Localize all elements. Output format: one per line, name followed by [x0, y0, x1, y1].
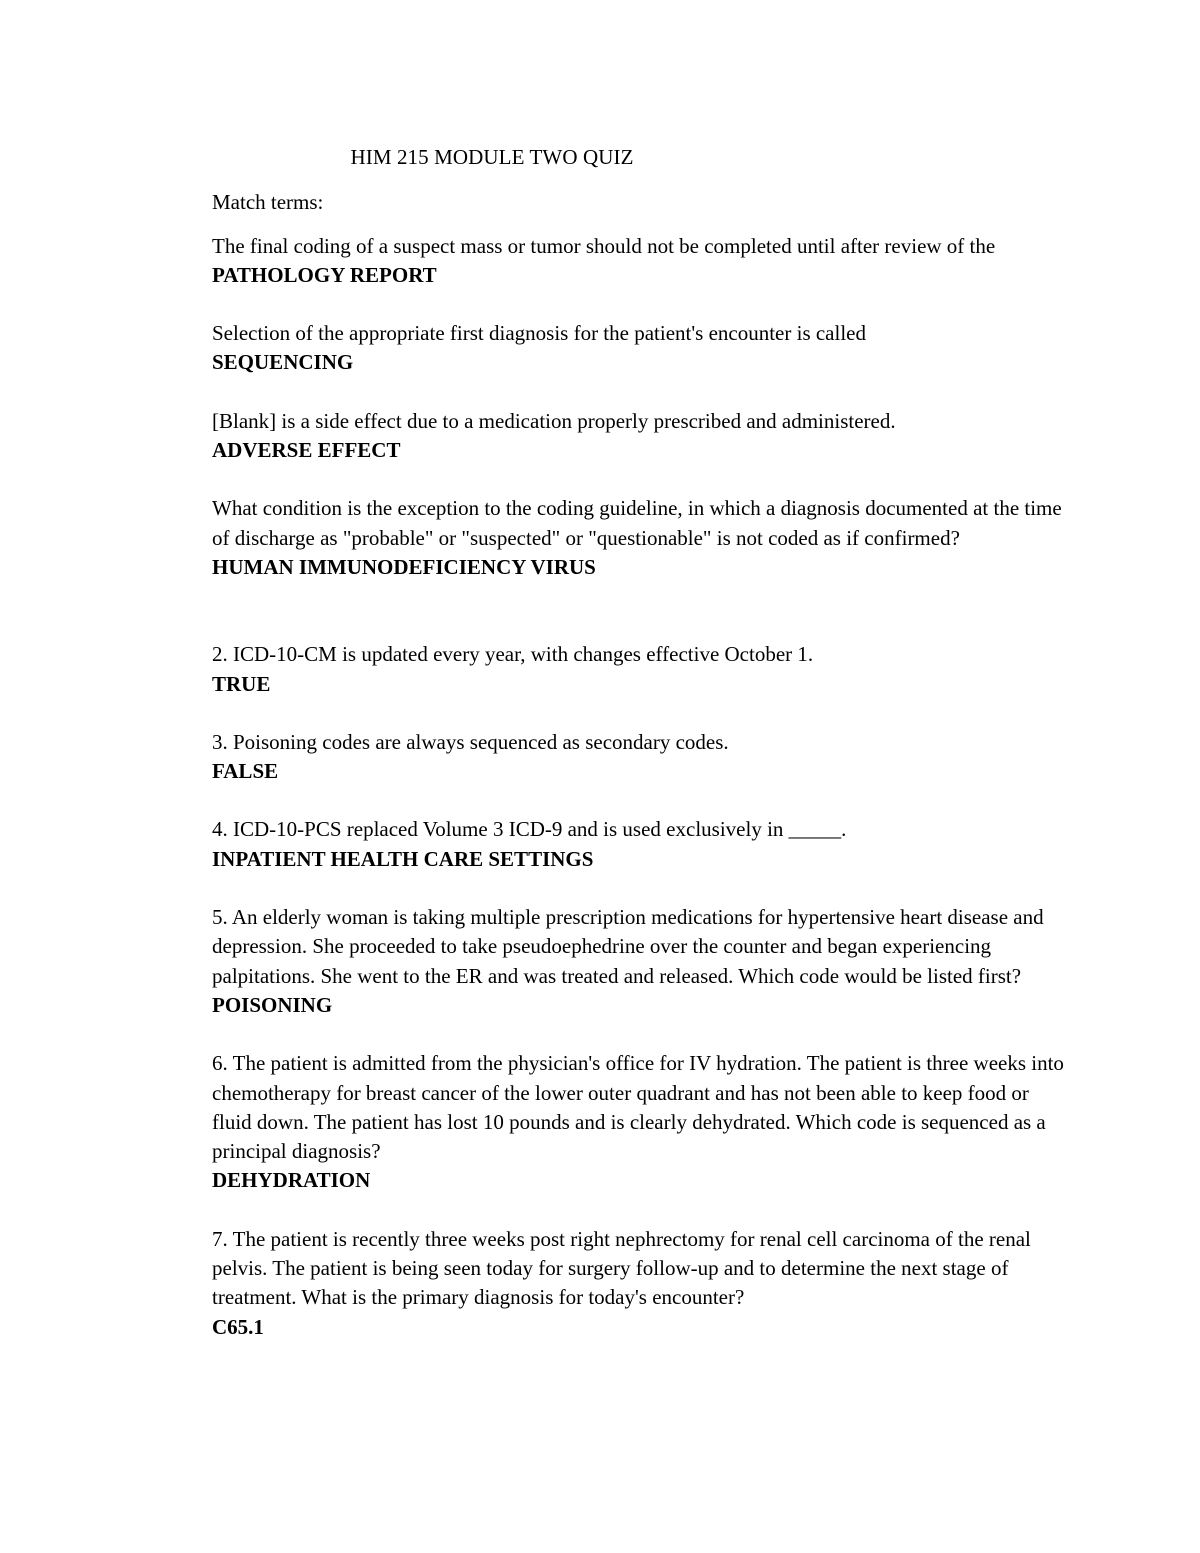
- match-item-4: [212, 494, 1072, 582]
- match-item-1-question: [212, 232, 1072, 291]
- question-3: [212, 728, 1072, 787]
- question-6-text: 6. The patient is admitted from the physician's office for IV hydration. The patient is three weeks into chemotherapy for breast cancer of the lower outer quadrant and has not been able to keep food or fluid down. The patient has lost 10 pounds and is clearly dehydrated. Which code is sequenced as a principal diagnosis?: [212, 1051, 1064, 1164]
- match-item-1-text: The final coding of a suspect mass or tumor should not be completed until after review of the: [212, 233, 996, 258]
- match-item-3: [212, 407, 1072, 466]
- question-2-text: 2. ICD-10-CM is updated every year, with changes effective October 1.: [212, 642, 814, 667]
- match-item-1: [212, 232, 1072, 291]
- question-4-text: 4. ICD-10-PCS replaced Volume 3 ICD-9 and is used exclusively in _____.: [212, 817, 847, 842]
- question-7-text: 7. The patient is recently three weeks post right nephrectomy for renal cell carcinoma of the renal pelvis. The patient is being seen today for surgery follow-up and to determine the next stage of treatment. What is the primary diagnosis for today's encounter?: [212, 1226, 1031, 1310]
- question-5: [212, 903, 1072, 1020]
- match-item-2: [212, 319, 1072, 378]
- question-7-answer: C65.1: [212, 1314, 264, 1339]
- question-2-answer: TRUE: [212, 671, 271, 696]
- question-2: [212, 640, 1072, 699]
- question-5-text: 5. An elderly woman is taking multiple prescription medications for hypertensive heart disease and depression. She proceeded to take pseudoephedrine over the counter and began experiencing palpitations. She went to the ER and was treated and released. Which code would be listed first?: [212, 905, 1044, 988]
- match-item-2-answer: SEQUENCING: [212, 350, 354, 375]
- match-item-3-question: [Blank] is a side effect due to a medication properly prescribed and administered.: [212, 408, 896, 433]
- question-3-answer: FALSE: [212, 759, 279, 784]
- question-7: [212, 1225, 1072, 1342]
- match-item-2-question: Selection of the appropriate first diagnosis for the patient's encounter is called: [212, 321, 866, 346]
- question-5-answer: POISONING: [212, 992, 333, 1017]
- document-title: HIM 215 MODULE TWO QUIZ: [350, 145, 634, 169]
- document-content: [212, 143, 1072, 1371]
- match-terms-label: Match terms:: [212, 190, 324, 215]
- question-4-answer: INPATIENT HEALTH CARE SETTINGS: [212, 846, 594, 871]
- question-3-text: 3. Poisoning codes are always sequenced as secondary codes.: [212, 729, 729, 754]
- match-item-4-question: What condition is the exception to the coding guideline, in which a diagnosis documented at the time of discharge as "probable" or "suspected" or "questionable" is not coded as if confirmed?: [212, 496, 1062, 550]
- match-item-4-answer: HUMAN IMMUNODEFICIENCY VIRUS: [212, 554, 596, 579]
- question-6-answer: DEHYDRATION: [212, 1168, 371, 1193]
- match-item-1-answer: PATHOLOGY REPORT: [212, 262, 437, 287]
- match-item-3-answer: ADVERSE EFFECT: [212, 438, 401, 463]
- question-6: [212, 1049, 1072, 1195]
- question-4: [212, 815, 1072, 874]
